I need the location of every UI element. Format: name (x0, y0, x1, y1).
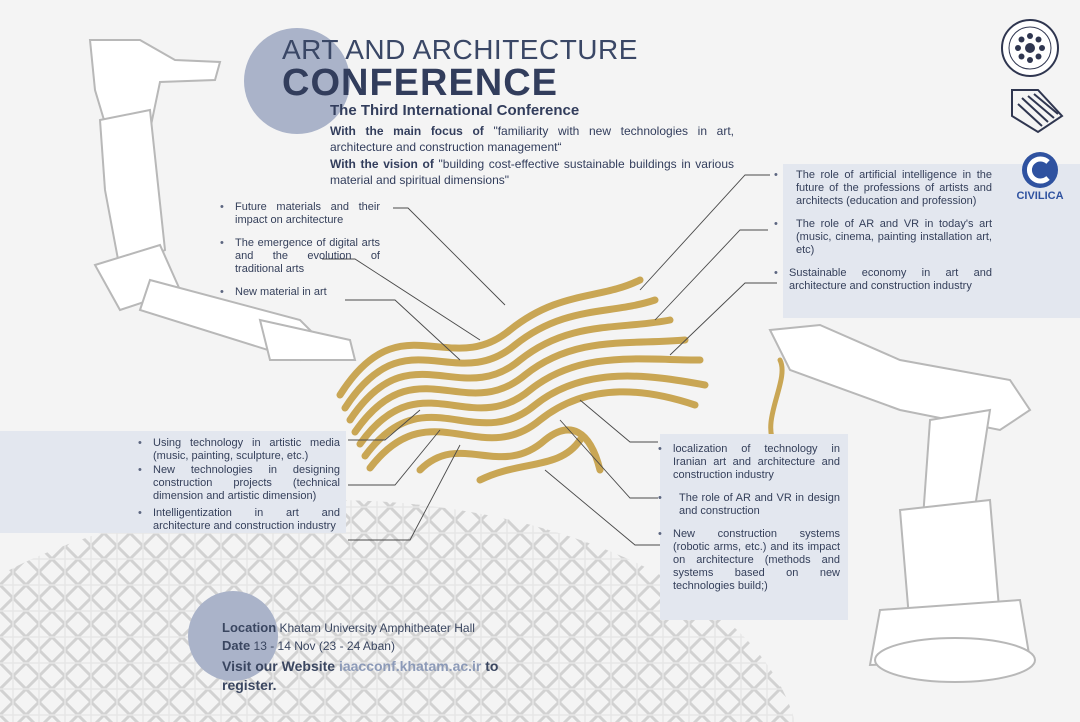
website-suffix: to register. (222, 658, 499, 693)
location-label: Location (222, 620, 277, 635)
date-label: Date (222, 638, 251, 653)
list-item: • New construction systems (robotic arms, etc.) and its impact on architecture (methods and systems based on new technologies build;) (658, 528, 840, 593)
title-line-1: ART AND ARCHITECTURE (282, 34, 638, 65)
location-value: Khatam University Amphitheater Hall (276, 621, 475, 635)
subtitle: The Third International Conference (330, 102, 580, 119)
civilica-logo (1008, 150, 1072, 206)
vision-text: "building cost-effective sustainable buildings in various material and spiritual dimensions" (330, 157, 734, 187)
conference-emblem-logo (1008, 86, 1066, 136)
focus-paragraph (330, 123, 734, 155)
date-line (222, 638, 395, 653)
website-prefix: Visit our Website (222, 658, 339, 674)
list-item: • The role of AR and VR in design and construction (658, 492, 840, 518)
date-value: 13 - 14 Nov (23 - 24 Aban) (250, 639, 395, 653)
topics-right-bottom (658, 443, 840, 603)
vision-paragraph (330, 156, 734, 188)
list-item: • New material in art (220, 286, 380, 299)
vision-label: With the vision of (330, 157, 434, 171)
list-item: • Using technology in artistic media (music, painting, sculpture, etc.) (138, 437, 340, 463)
topics-right-top (774, 169, 992, 303)
location-line (222, 620, 475, 635)
website-link[interactable]: iaacconf.khatam.ac.ir (338, 658, 482, 674)
university-seal-logo (1000, 18, 1060, 78)
website-line (222, 657, 542, 695)
title-line-2: CONFERENCE (282, 62, 559, 104)
focus-label: With the main focus of (330, 124, 484, 138)
civilica-label: CIVILICA (1016, 190, 1064, 202)
list-item: • The role of AR and VR in today's art (music, cinema, painting installation art, etc) (774, 218, 992, 257)
list-item: • Future materials and their impact on architecture (220, 201, 380, 227)
focus-text: "familiarity with new technologies in art, architecture and construction management“ (330, 124, 734, 154)
list-item: • localization of technology in Iranian art and architecture and construction industry (658, 443, 840, 482)
list-item: • The emergence of digital arts and the evolution of traditional arts (220, 237, 380, 276)
topics-left-bottom (138, 437, 340, 543)
topics-left-top (220, 201, 380, 309)
list-item: • Sustainable economy in art and architecture and construction industry (774, 267, 992, 293)
list-item: • The role of artificial intelligence in the future of the professions of artists and architects (education and profession) (774, 169, 992, 208)
list-item: • New technologies in designing construction projects (technical dimension and artistic dimension) (138, 464, 340, 503)
list-item: • Intelligentization in art and architecture and construction industry (138, 507, 340, 533)
